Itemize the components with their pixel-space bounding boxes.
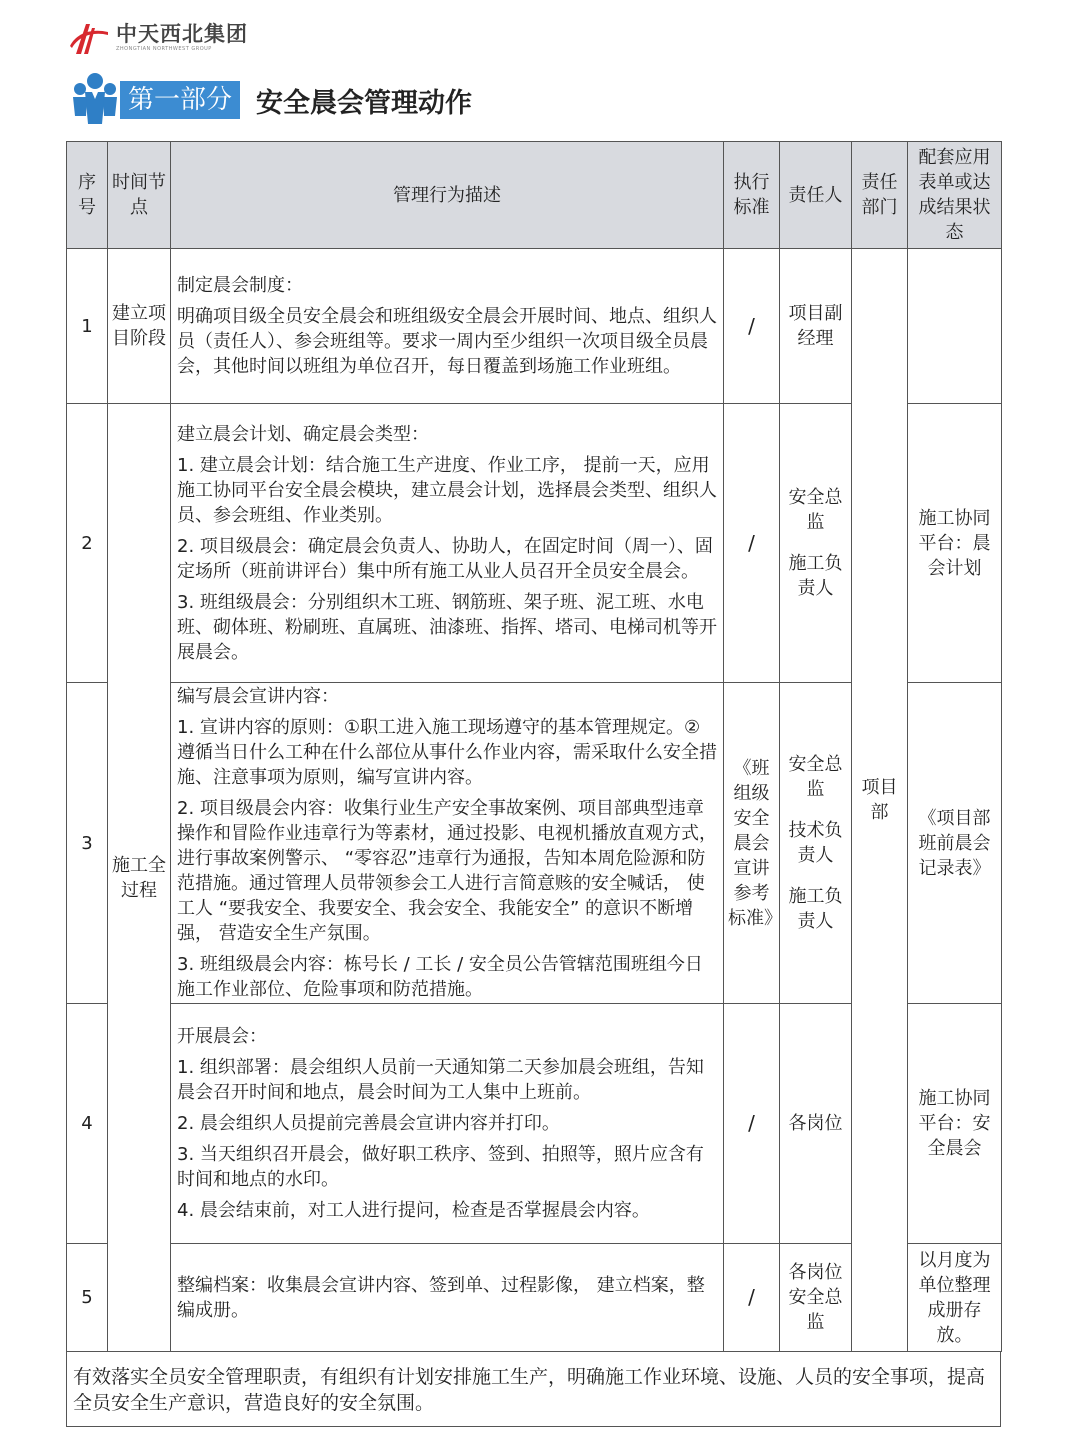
desc-title: 制定晨会制度： (177, 275, 303, 296)
row-standard: / (724, 1004, 780, 1244)
team-people-icon (72, 72, 118, 124)
desc-item: 1. 组织部署：晨会组织人员前一天通知第二天参加晨会班组，告知晨会召开时间和地点，晨会时间为工人集中上班前。 (177, 1057, 704, 1103)
section-heading (72, 70, 472, 126)
row-output (908, 249, 1002, 404)
row-time: 建立项目阶段 (108, 249, 171, 404)
summary-text: 有效落实全员安全管理职责，有组织有计划安排施工生产，明确施工作业环境、设施、人员的安全事项，提高全员安全生产意识，营造良好的安全氛围。 (66, 1352, 1001, 1427)
header-seq: 序号 (67, 142, 108, 249)
company-logo (68, 18, 248, 56)
desc-item: 2. 项目级晨会内容：收集行业生产安全事故案例、项目部典型违章操作和冒险作业违章行为等素材，通过投影、电视机播放直观方式，进行事故案例警示、 “零容忍”违章行为通报，告知本周危险源和防范措施。通过管理人员带领参会工人进行言简意赅的安全喊话， 使工人 “要我安全、我要安全、我会安全、我能安全” 的意识不断增强， 营造安全生产氛围。 (177, 798, 717, 944)
row-output: 施工协同平台：安全晨会 (908, 1004, 1002, 1244)
table-header-row (67, 142, 1002, 249)
desc-title: 编写晨会宣讲内容： (177, 686, 339, 707)
section-title: 安全晨会管理动作 (256, 87, 473, 119)
company-subtitle: ZHONGTIAN NORTHWEST GROUP (116, 46, 212, 52)
row-owner: 各岗位 (780, 1004, 852, 1244)
row-seq: 3 (67, 683, 108, 1004)
desc-item: 3. 班组级晨会内容：栋号长 / 工长 / 安全员公告管辖范围班组今日施工作业部位、危险事项和防范措施。 (177, 954, 703, 1000)
management-table (66, 141, 1002, 1352)
row-description (171, 683, 724, 1004)
header-standard: 执行标准 (724, 142, 780, 249)
row-output: 《项目部班前晨会记录表》 (908, 683, 1002, 1004)
row-description (171, 1004, 724, 1244)
row-seq: 1 (67, 249, 108, 404)
table-row (67, 249, 1002, 404)
section-badge: 第一部分 (120, 81, 240, 119)
header-time: 时间节点 (108, 142, 171, 249)
row-description (171, 1244, 724, 1352)
desc-item: 3. 当天组织召开晨会，做好职工秩序、签到、拍照等，照片应含有时间和地点的水印。 (177, 1144, 704, 1190)
row-owner: 各岗位安全总监 (780, 1244, 852, 1352)
header-desc: 管理行为描述 (171, 142, 724, 249)
desc-item: 2. 项目级晨会：确定晨会负责人、协助人，在固定时间（周一）、固定场所（班前讲评台）集中所有施工从业人员召开全员安全晨会。 (177, 535, 713, 582)
row-seq: 5 (67, 1244, 108, 1352)
desc-item: 2. 晨会组织人员提前完善晨会宣讲内容并打印。 (177, 1113, 560, 1134)
desc-item: 3. 班组级晨会：分别组织木工班、钢筋班、架子班、泥工班、水电班、砌体班、粉刷班、直属班、油漆班、指挥、塔司、电梯司机等开展晨会。 (177, 591, 717, 663)
row-description (171, 404, 724, 683)
desc-item: 1. 建立晨会计划：结合施工生产进度、作业工序， 提前一天，应用施工协同平台安全晨会模块，建立晨会计划，选择晨会类型、组织人员、参会班组、作业类别。 (177, 454, 717, 526)
owner-name: 施工负责人 (788, 553, 843, 599)
desc-title: 整编档案：收集晨会宣讲内容、签到单、过程影像， 建立档案，整编成册。 (177, 1274, 705, 1321)
row-time: 施工全过程 (108, 404, 171, 1352)
row-owner: 项目副经理 (780, 249, 852, 404)
row-standard: / (724, 404, 780, 683)
desc-item: 4. 晨会结束前，对工人进行提问，检查是否掌握晨会内容。 (177, 1200, 650, 1221)
company-name: 中天西北集团 (116, 22, 248, 46)
desc-item: 1. 宣讲内容的原则：①职工进入施工现场遵守的基本管理规定。②遵循当日什么工种在什么部位从事什么作业内容，需采取什么安全措施、注意事项为原则，编写宣讲内容。 (177, 717, 717, 788)
owner-name: 安全总监 (788, 487, 843, 533)
row-description (171, 249, 724, 404)
header-owner: 责任人 (780, 142, 852, 249)
row-owner (780, 683, 852, 1004)
desc-title: 开展晨会： (177, 1026, 267, 1047)
desc-title: 建立晨会计划、确定晨会类型： (177, 423, 429, 445)
header-output: 配套应用表单或达成结果状态 (908, 142, 1002, 249)
row-seq: 2 (67, 404, 108, 683)
owner-name: 安全总监 (788, 754, 843, 800)
header-dept: 责任部门 (852, 142, 908, 249)
row-output: 以月度为单位整理成册存放。 (908, 1244, 1002, 1352)
row-dept: 项目部 (852, 249, 908, 1352)
row-seq: 4 (67, 1004, 108, 1244)
row-standard: 《班组级安全晨会宣讲参考标准》 (724, 683, 780, 1004)
row-output: 施工协同平台：晨会计划 (908, 404, 1002, 683)
company-logo-icon (68, 18, 110, 56)
row-standard: / (724, 1244, 780, 1352)
owner-name: 技术负责人 (788, 820, 843, 866)
row-owner (780, 404, 852, 683)
row-standard: / (724, 249, 780, 404)
owner-name: 施工负责人 (788, 886, 843, 932)
desc-item: 明确项目级全员安全晨会和班组级安全晨会开展时间、地点、组织人员（责任人）、参会班组等。要求一周内至少组织一次项目级全员晨会，其他时间以班组为单位召开，每日覆盖到场施工作业班组。 (177, 306, 717, 377)
